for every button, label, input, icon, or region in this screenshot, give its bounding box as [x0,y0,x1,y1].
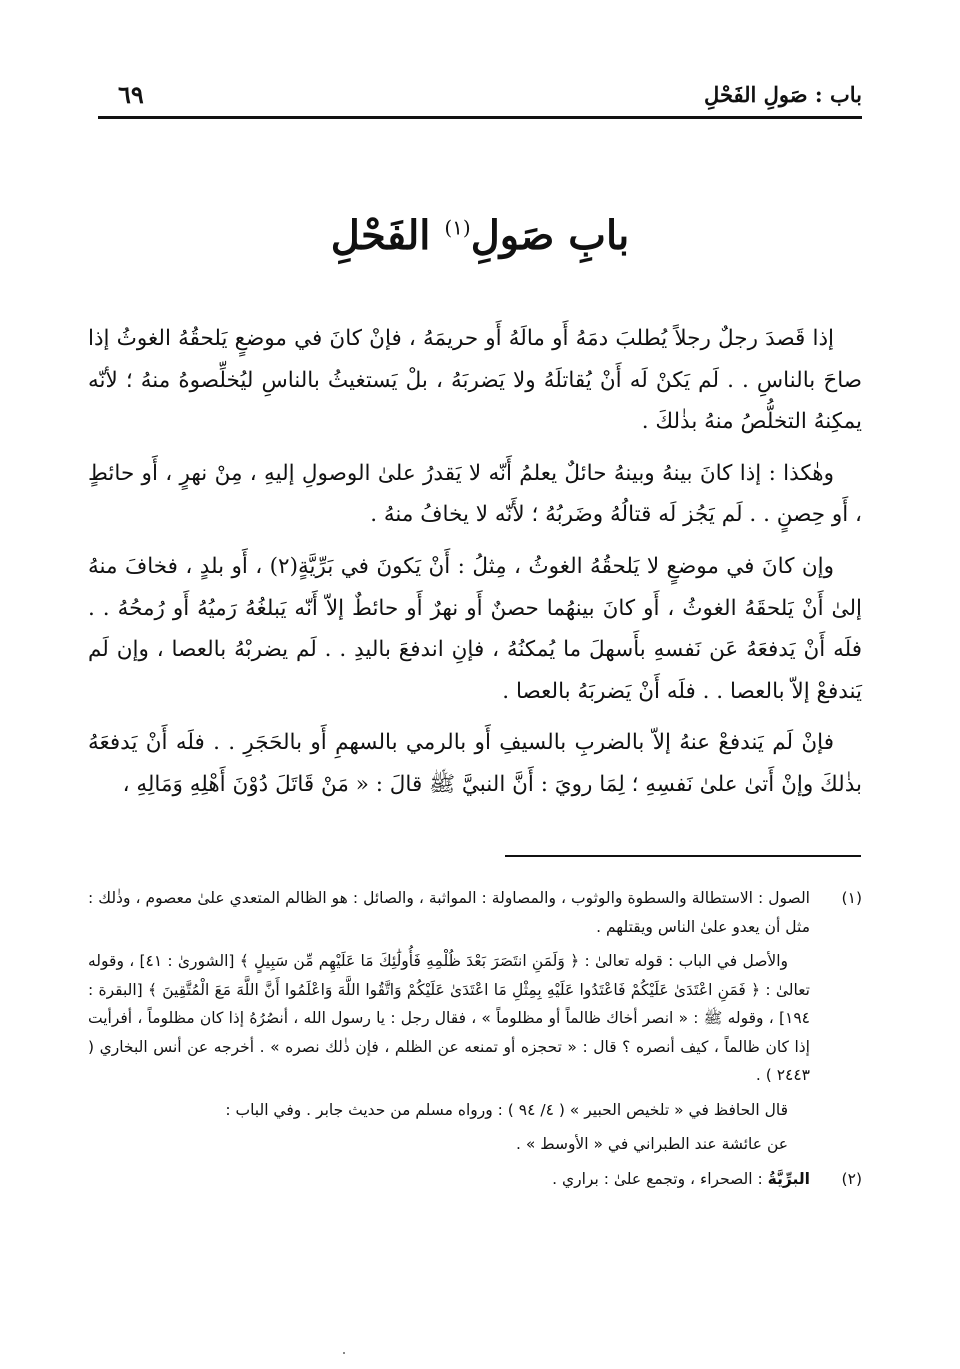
main-text [88,318,862,816]
page-number: ٦٩ [118,80,144,109]
chapter-footnote-ref[interactable]: (١) [444,215,471,240]
running-header-title: باب : صَولِ الفَحْلِ [704,82,862,107]
footnote-separator [505,855,861,857]
footnote-number: (١) [841,889,862,907]
paragraph: وهٰكذا : إذا كانَ بينهُ وبينهُ حائلٌ يعلمُ أَنّه لا يَقدرُ علىٰ الوصولِ إليهِ ، مِنْ نهرٍ ، أَو حائطٍ ، أَو حِصنٍ . . لَم يَجُز لَه قتالُهُ وضَربُهُ ؛ لأَنّه لا يخافُ منهُ . [88,460,862,528]
footnote-paragraph [88,1165,810,1194]
footnote-term: البرِّيَّةُ [767,1169,810,1188]
footnote-paragraph: الصول : الاستطالة والسطوة والوثوب ، والمصاولة : المواثبة ، والصائل : هو الظالم المتعدي علىٰ معصوم ، وذٰلك : مثل أن يعدو علىٰ الناس ويقتلهم . [88,889,810,936]
paragraph: إذا قَصدَ رجلٌ رجلاً يُطلبَ دمَهُ أَو مالَهُ أَو حريمَهُ ، فإنْ كانَ في موضعٍ يَلحقُهُ الغوثُ إذا صاحَ بالناسِ . . لَم يَكنْ لَه أَنْ يُقاتلَهُ ولا يَضربَهُ ، بلْ يَستغيثُ بالناسِ ليُخلِّصوهُ منهُ ؛ لأنّه يمكِنهُ التخلُّصُ منهُ بذٰلكَ . [88,326,862,435]
footnote-paragraph: قال الحافظ في « تلخيص الحبير » ( ٤/ ٩٤ ) : ورواه مسلم من حديث جابر . وفي الباب : [225,1100,788,1119]
footnote-paragraph: عن عائشة عند الطبراني في « الأوسط » . [515,1135,788,1153]
paragraph: فإنْ لَم يَندفعْ عنهُ إلاّ بالضربِ بالسيفِ أَو بالرمي بالسهمِ أَو بالحَجَرِ . . فلَه أَنْ يَدفعَهُ بذٰلكَ وإنْ أَتىٰ علىٰ نَفسِهِ ؛ لِمَا رويَ : أَنَّ النبيَّ ﷺ قالَ : « مَنْ قَاتَلَ دُوْنَ أَهْلِهِ وَمَالِهِ ، [88,730,862,797]
scan-speck [343,1352,345,1354]
chapter-title [100,212,860,259]
footnote-1 [88,884,862,1159]
footnote-paragraph: والأصل في الباب : قوله تعالىٰ : ﴿ وَلَمَنِ انتَصَرَ بَعْدَ ظُلْمِهِ فَأُولَٰئِكَ مَا عَلَيْهِم مِّن سَبِيلٍ ﴾ [الشورىٰ : ٤١] ، وقوله تعالىٰ : ﴿ فَمَنِ اعْتَدَىٰ عَلَيْكُمْ فَاعْتَدُوا عَلَيْهِ بِمِثْلِ مَا اعْتَدَىٰ عَلَيْكُمْ وَاتَّقُوا اللَّهَ وَاعْلَمُوا أَنَّ اللَّهَ مَعَ الْمُتَّقِينَ ﴾ [البقرة : ١٩٤] ، وقوله ﷺ : « انصر أخاك ظالماً أو مظلوماً » ، فقال رجل : يا رسول الله ، أنصُرُهُ إذا كان مظلوماً ، أفرأيت إذا كان ظالماً ، كيف أنصره ؟ قال : « تحجزه أو تمنعه عن الظلم ، فإن ذٰلك نصره » . أخرجه عن أنس البخاري ( ٢٤٤٣ ) . [88,952,810,1084]
footnote-number: (٢) [841,1169,862,1188]
header-rule [98,116,862,119]
paragraph: وإن كانَ في موضعٍ لا يَلحقُهُ الغوثُ ، مِثلُ : أَنْ يَكونَ في بَرِّيَّةٍ(٢) ، أَو بلدٍ ، فخافَ منهُ إلىٰ أَنْ يَلحقَهُ الغوثُ ، أَو كانَ بينهُما حصنٌ أَو نهرٌ أَو حائطٌ إلاّ أَنّه يَبلغُهُ رَميُهُ أَو رُمحُهُ . . فلَه أَنْ يَدفعَهُ عَن نَفسهِ بأَسهلَ ما يُمكنُهُ ، فإنِ اندفعَ باليدِ . . لَم يضربْهُ بالعصا ، وإن لَم يَندفعْ إلاّ بالعصا . . فلَه أَنْ يَضربَهُ بالعصا . [88,553,862,704]
footnotes [88,884,862,1199]
footnote-definition: : الصحراء ، وتجمع علىٰ : براري . [552,1169,763,1188]
footnote-2 [88,1165,862,1194]
running-header [98,78,862,114]
chapter-title-text: بابِ صَولِ [470,212,630,259]
chapter-title-end: الفَحْلِ [330,212,431,259]
